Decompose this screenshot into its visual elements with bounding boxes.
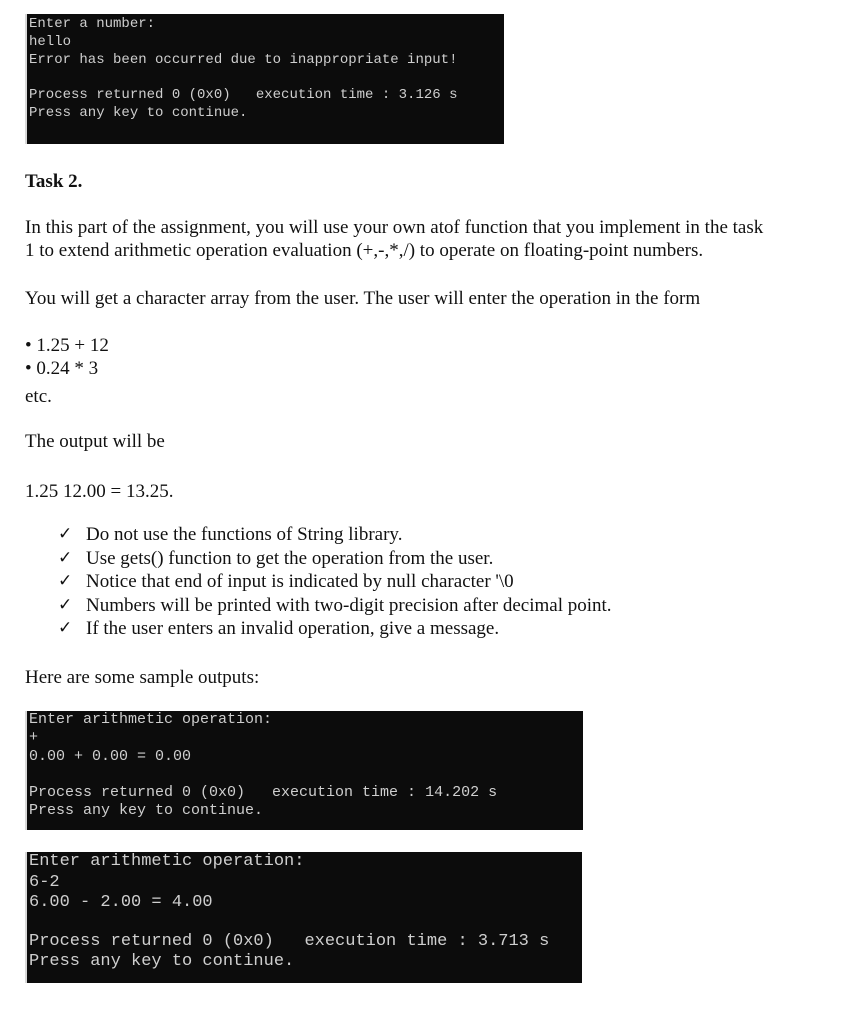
- console-line: hello: [29, 34, 72, 50]
- task-intro-line: 1 to extend arithmetic operation evaluation (+,-,*,/) to operate on floating-point numbers.: [25, 240, 704, 261]
- console-line: Error has been occurred due to inappropriate input!: [29, 52, 458, 68]
- requirements-checklist: [58, 523, 612, 641]
- console-line: +: [29, 729, 39, 747]
- console-output-sample-addition: [25, 711, 583, 830]
- console-line: Press any key to continue.: [29, 105, 248, 121]
- task-title: Task 2.: [25, 171, 83, 192]
- checklist-text: Notice that end of input is indicated by null character '\0: [86, 571, 514, 592]
- checklist-item: [58, 594, 612, 618]
- console-line: Press any key to continue.: [29, 952, 295, 971]
- etc-text: etc.: [25, 386, 52, 407]
- task-intro: [25, 216, 825, 262]
- example-list: [25, 334, 109, 380]
- checkmark-icon: ✓: [58, 547, 73, 568]
- samples-label: Here are some sample outputs:: [25, 667, 260, 688]
- checklist-item: [58, 547, 612, 571]
- console-line: Enter arithmetic operation:: [29, 711, 273, 728]
- console-line: 0.00 + 0.00 = 0.00: [29, 747, 192, 765]
- example-item: • 0.24 * 3: [25, 357, 109, 380]
- checklist-item: [58, 617, 612, 641]
- task-intro-line: In this part of the assignment, you will use your own atof function that you implement in the task: [25, 217, 764, 238]
- console-line: Enter arithmetic operation:: [29, 852, 305, 871]
- console-line: Enter a number:: [29, 16, 156, 32]
- console-blank-line: [29, 69, 502, 86]
- console-line: Process returned 0 (0x0) execution time : 3.713 s: [29, 931, 550, 951]
- console-blank-line: [29, 766, 581, 784]
- checkmark-icon: ✓: [58, 594, 73, 615]
- console-line: 6-2: [29, 872, 60, 892]
- output-example: 1.25 12.00 = 13.25.: [25, 481, 174, 502]
- checklist-text: Do not use the functions of String library.: [86, 524, 403, 545]
- console-line: Press any key to continue.: [29, 802, 264, 820]
- console-output-sample-subtraction: [25, 852, 582, 983]
- checklist-text: If the user enters an invalid operation, give a message.: [86, 618, 500, 639]
- console-blank-line: [29, 914, 580, 932]
- console-output-invalid-input: [25, 14, 504, 144]
- checklist-item: [58, 570, 612, 594]
- input-form-description: You will get a character array from the user. The user will enter the operation in the form: [25, 288, 701, 309]
- console-line: 6.00 - 2.00 = 4.00: [29, 893, 213, 912]
- checklist-text: Numbers will be printed with two-digit precision after decimal point.: [86, 594, 612, 616]
- example-item: • 1.25 + 12: [25, 334, 109, 357]
- checklist-item: [58, 523, 612, 547]
- console-line: Process returned 0 (0x0) execution time : 3.126 s: [29, 87, 458, 103]
- checklist-text: Use gets() function to get the operation from the user.: [86, 547, 494, 569]
- checkmark-icon: ✓: [58, 618, 73, 638]
- console-line: Process returned 0 (0x0) execution time : 14.202 s: [29, 783, 498, 801]
- output-label: The output will be: [25, 431, 165, 452]
- checkmark-icon: ✓: [58, 571, 73, 591]
- checkmark-icon: ✓: [58, 524, 73, 544]
